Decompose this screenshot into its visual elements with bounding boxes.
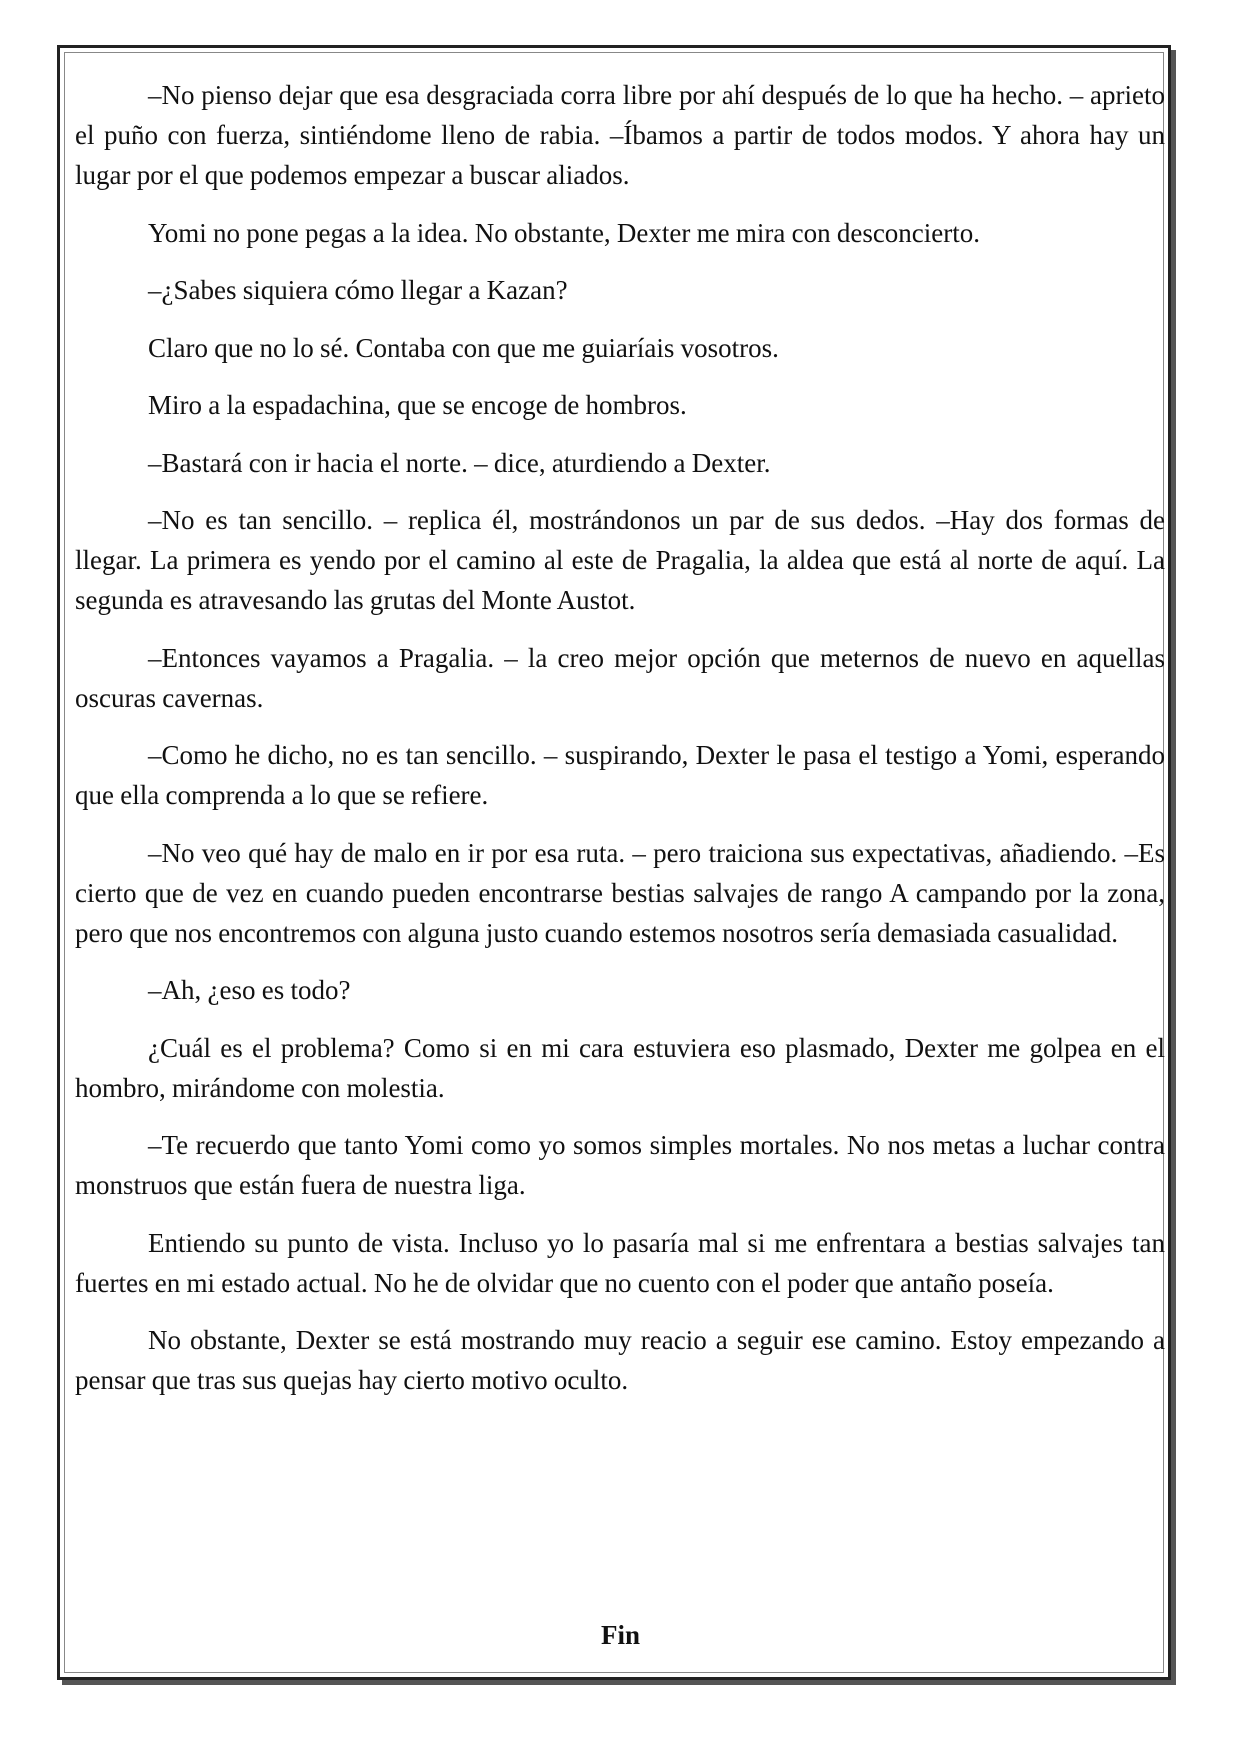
paragraph: –No veo qué hay de malo en ir por esa ruta. – pero traiciona sus expectativas, añadiendo. –Es cierto que de vez en cuando pueden encontrarse bestias salvajes de rango A campando por la zona, pero que nos encontremos con alguna justo cuando estemos nosotros sería demasiada casualidad. <box>75 837 1165 948</box>
end-label: Fin <box>600 1620 640 1650</box>
paragraph: –No pienso dejar que esa desgraciada corra libre por ahí después de lo que ha hecho. – aprieto el puño con fuerza, sintiéndome lleno de rabia. –Íbamos a partir de todos modos. Y ahora hay un lugar por el que podemos empezar a buscar aliados. <box>75 80 1165 190</box>
paragraph: –Ah, ¿eso es todo? <box>148 975 351 1005</box>
paragraph: –No es tan sencillo. – replica él, mostrándonos un par de sus dedos. –Hay dos formas de llegar. La primera es yendo por el camino al este de Pragalia, la aldea que está al norte de aquí. La segunda es atravesando las grutas del Monte Austot. <box>75 505 1165 615</box>
paragraph: –Entonces vayamos a Pragalia. – la creo mejor opción que meternos de nuevo en aquellas oscuras cavernas. <box>75 642 1165 713</box>
paragraph: –¿Sabes siquiera cómo llegar a Kazan? <box>148 275 568 305</box>
paragraph: –Bastará con ir hacia el norte. – dice, aturdiendo a Dexter. <box>148 447 771 478</box>
paragraph: Entiendo su punto de vista. Incluso yo lo pasaría mal si me enfrentara a bestias salvajes tan fuertes en mi estado actual. No he de olvidar que no cuento con el poder que antaño poseía. <box>75 1227 1165 1298</box>
paragraph: –Te recuerdo que tanto Yomi como yo somos simples mortales. No nos metas a luchar contra monstruos que están fuera de nuestra liga. <box>75 1130 1165 1200</box>
paragraph: No obstante, Dexter se está mostrando muy reacio a seguir ese camino. Estoy empezando a pensar que tras sus quejas hay cierto motivo oculto. <box>75 1325 1165 1395</box>
paragraph: –Como he dicho, no es tan sencillo. – suspirando, Dexter le pasa el testigo a Yomi, esperando que ella comprenda a lo que se refiere. <box>75 740 1165 810</box>
paragraph: ¿Cuál es el problema? Como si en mi cara estuviera eso plasmado, Dexter me golpea en el hombro, mirándome con molestia. <box>75 1032 1165 1103</box>
story-text <box>75 75 1165 1418</box>
paragraph: Yomi no pone pegas a la idea. No obstante, Dexter me mira con desconcierto. <box>148 217 981 248</box>
paragraph: Miro a la espadachina, que se encoge de hombros. <box>148 390 687 420</box>
paragraph: Claro que no lo sé. Contaba con que me guiaríais vosotros. <box>148 332 779 363</box>
